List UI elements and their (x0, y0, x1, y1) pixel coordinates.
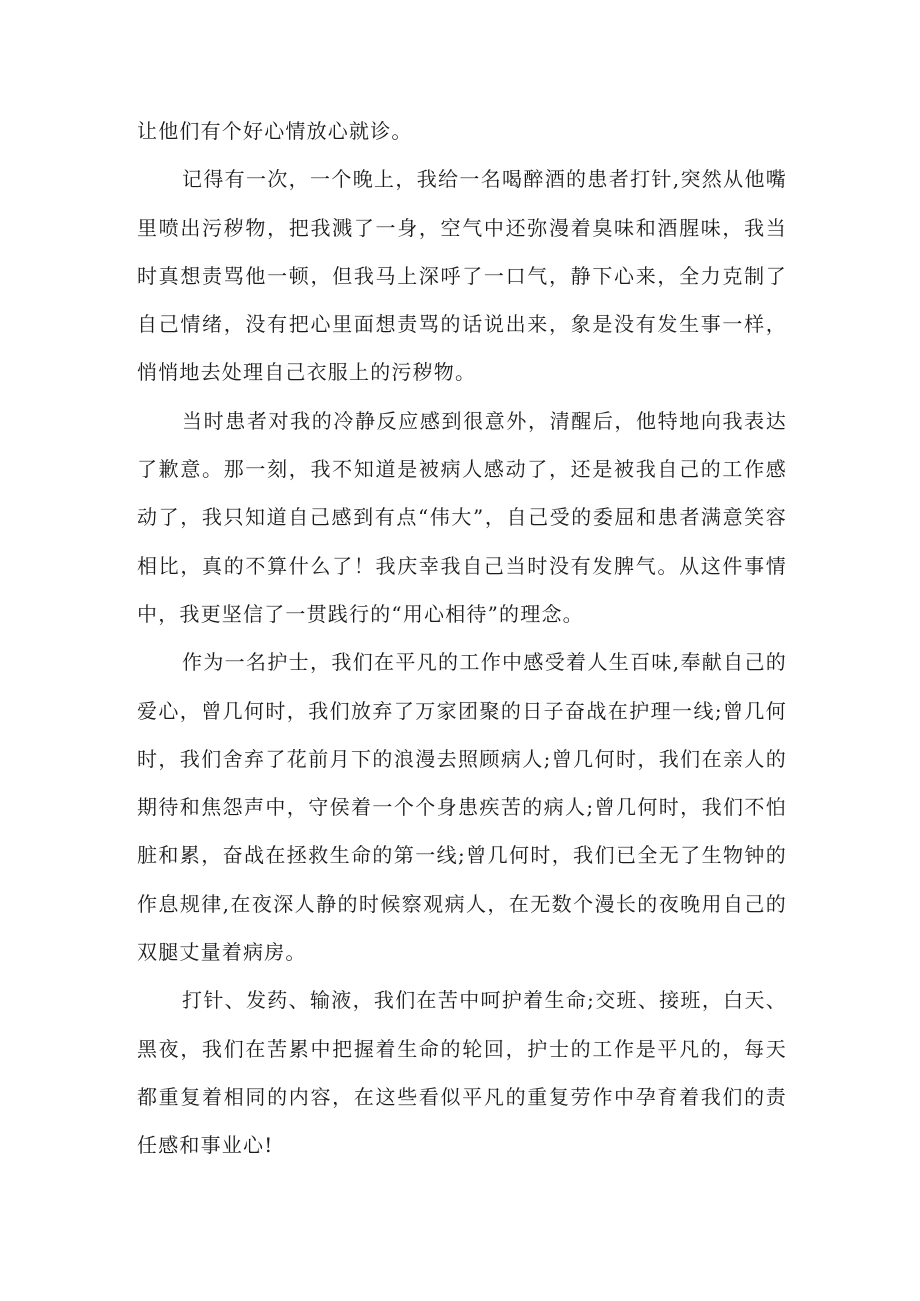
paragraph-daily-work: 打针、发药、输液，我们在苦中呵护着生命;交班、接班，白天、黑夜，我们在苦累中把握着生命的轮回，护士的工作是平凡的，每天都重复着相同的内容，在这些看似平凡的重复劳作中孕育着我们的责任感和事业心! (137, 988, 787, 1158)
paragraph-drunk-patient: 记得有一次，一个晚上，我给一名喝醉酒的患者打针,突然从他嘴里喷出污秽物，把我溅了一身，空气中还弥漫着臭味和酒腥味，我当时真想责骂他一顿，但我马上深呼了一口气，静下心来，全力克制了自己情绪，没有把心里面想责骂的话说出来，象是没有发生事一样，悄悄地去处理自己衣服上的污秽物。 (137, 167, 787, 385)
document-body (137, 107, 787, 1170)
paragraph-continuation: 让他们有个好心情放心就诊。 (137, 119, 413, 143)
paragraph-apology: 当时患者对我的冷静反应感到很意外，清醒后，他特地向我表达了歉意。那一刻，我不知道是被病人感动了，还是被我自己的工作感动了，我只知道自己感到有点“伟大”，自己受的委屈和患者满意笑容相比，真的不算什么了！我庆幸我自己当时没有发脾气。从这件事情中，我更坚信了一贯践行的“用心相待”的理念。 (137, 408, 787, 626)
paragraph-nurse-dedication: 作为一名护士，我们在平凡的工作中感受着人生百味,奉献自己的爱心，曾几何时，我们放弃了万家团聚的日子奋战在护理一线;曾几何时，我们舍弃了花前月下的浪漫去照顾病人;曾几何时，我们在亲人的期待和焦怨声中，守侯着一个个身患疾苦的病人;曾几何时，我们不怕脏和累，奋战在拯救生命的第一线;曾几何时，我们已全无了生物钟的作息规律,在夜深人静的时候察观病人，在无数个漫长的夜晚用自己的双腿丈量着病房。 (137, 650, 787, 965)
